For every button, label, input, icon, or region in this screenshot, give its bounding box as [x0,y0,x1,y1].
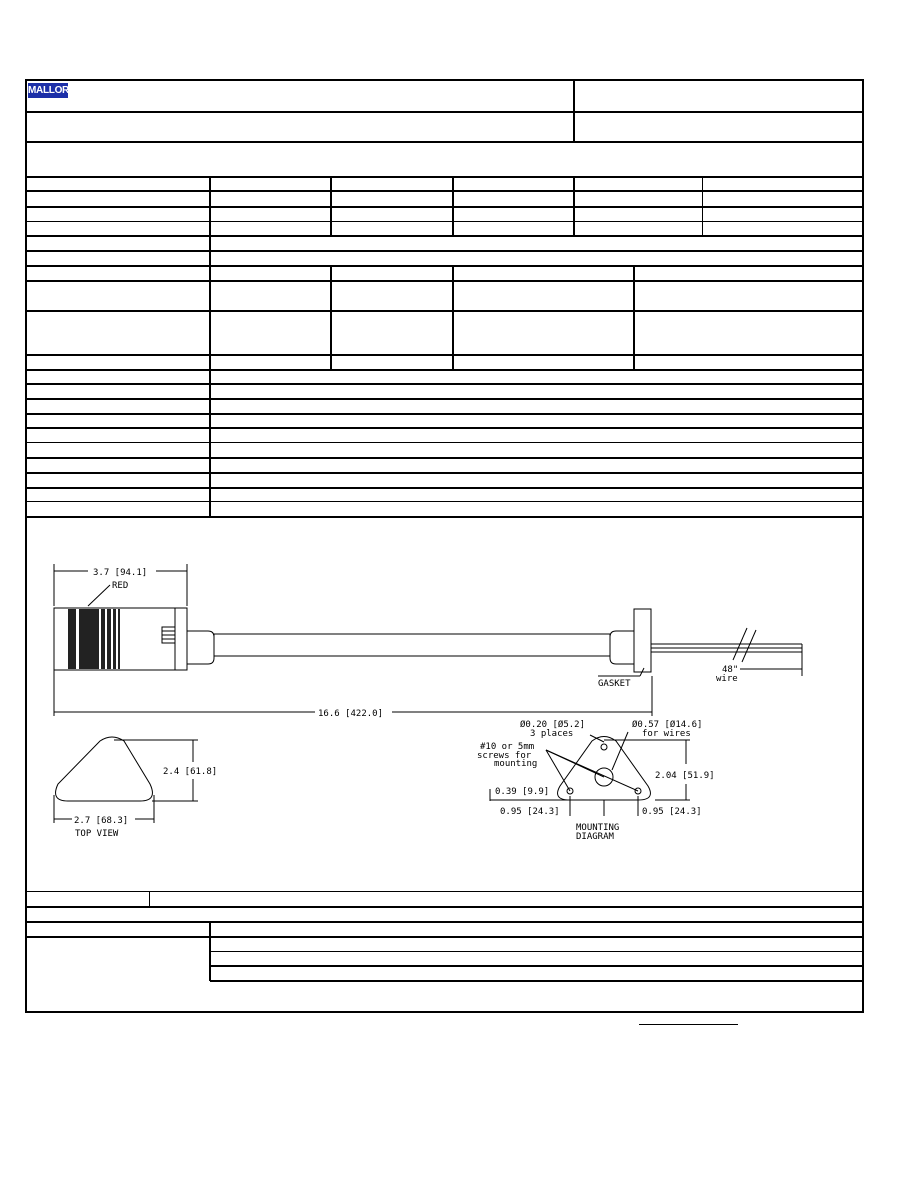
top-view-width: 2.7 [68.3] [74,816,129,826]
leader-line [88,585,110,606]
top-view-height: 2.4 [61.8] [163,767,218,777]
logo-text: MALLORY [28,85,75,96]
mounting-label-1: MOUNTING [576,823,620,833]
mounting-left-spacing: 0.95 [24.3] [500,807,560,817]
screw-note-2: screws for [477,751,532,761]
mounting-height: 2.04 [51.9] [655,771,715,781]
tube [214,634,610,656]
flange [634,609,651,672]
top-view-label: TOP VIEW [75,829,119,839]
gasket-label: GASKET [598,679,631,689]
mounting-label-2: DIAGRAM [576,832,614,842]
large-hole-dim: Ø0.57 [Ø14.6] [632,720,703,730]
small-hole-dim: Ø0.20 [Ø5.2] [520,720,586,730]
link-underline [639,1024,738,1025]
wire-label: wire [716,674,738,684]
small-hole-count: 3 places [530,729,574,739]
color-label: RED [112,581,129,591]
large-hole-purpose: for wires [642,729,691,739]
screw-note-1: #10 or 5mm [480,742,535,752]
dim-length-top: 3.7 [94.1] [93,568,148,578]
top-view-shape [56,737,153,801]
wire-length: 48" [722,665,739,675]
dim-total-length: 16.6 [422.0] [318,709,384,719]
screw-note-3: mounting [494,759,538,769]
mounting-right-spacing: 0.95 [24.3] [642,807,702,817]
mounting-offset: 0.39 [9.9] [495,787,550,797]
